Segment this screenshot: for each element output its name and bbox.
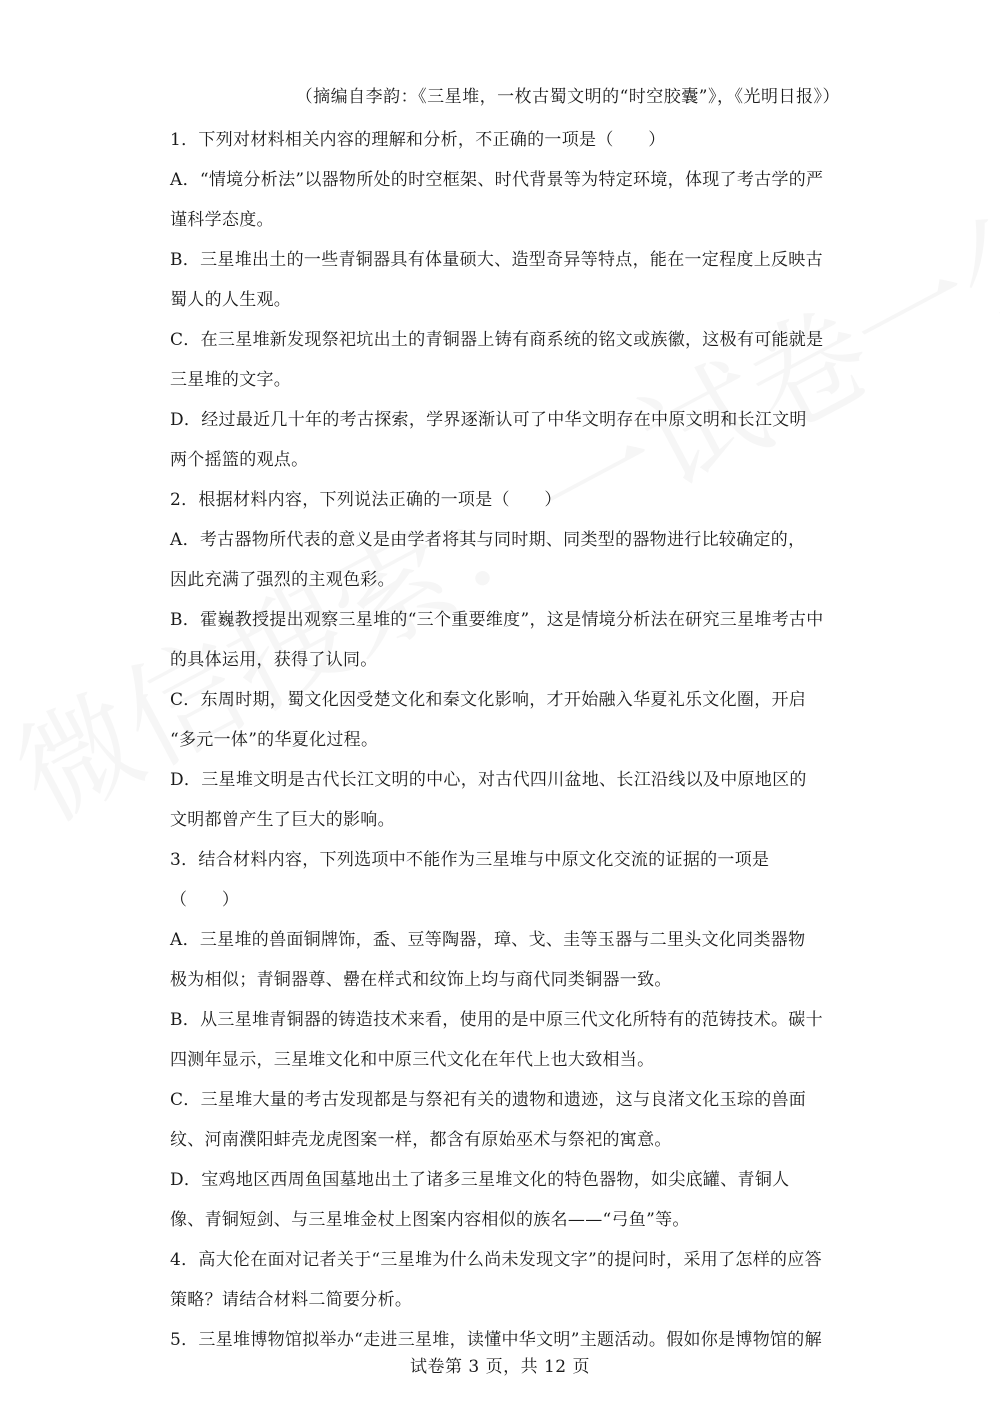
text-line: C．在三星堆新发现祭祀坑出土的青铜器上铸有商系统的铭文或族徽，这极有可能就是 bbox=[170, 330, 824, 350]
text-line: 三星堆的文字。 bbox=[170, 370, 292, 390]
text-line: 4．高大伦在面对记者关于“三星堆为什么尚未发现文字”的提问时，采用了怎样的应答 bbox=[170, 1250, 822, 1270]
text-line: D．三星堆文明是古代长江文明的中心，对古代四川盆地、长江沿线以及中原地区的 bbox=[170, 770, 807, 790]
text-line: 3．结合材料内容，下列选项中不能作为三星堆与中原文化交流的证据的一项是 bbox=[170, 850, 770, 870]
text-line: 像、青铜短剑、与三星堆金杖上图案内容相似的族名——“弓鱼”等。 bbox=[170, 1210, 690, 1230]
text-line: D．宝鸡地区西周鱼国墓地出土了诸多三星堆文化的特色器物，如尖底罐、青铜人 bbox=[170, 1170, 790, 1190]
text-line: 谨科学态度。 bbox=[170, 210, 274, 230]
text-line: C．东周时期，蜀文化因受楚文化和秦文化影响，才开始融入华夏礼乐文化圈，开启 bbox=[170, 690, 807, 710]
text-line: C．三星堆大量的考古发现都是与祭祀有关的遗物和遗迹，这与良渚文化玉琮的兽面 bbox=[170, 1090, 807, 1110]
text-line: A．考古器物所代表的意义是由学者将其与同时期、同类型的器物进行比较确定的， bbox=[170, 530, 806, 550]
text-line: A．“情境分析法”以器物所处的时空框架、时代背景等为特定环境，体现了考古学的严 bbox=[170, 170, 824, 190]
text-line: 文明都曾产生了巨大的影响。 bbox=[170, 810, 395, 830]
text-line: 2．根据材料内容，下列说法正确的一项是（ ） bbox=[170, 490, 562, 510]
page-content bbox=[170, 82, 840, 1360]
page-footer: 试卷第 3 页，共 12 页 bbox=[409, 1357, 591, 1377]
text-line: 纹、河南濮阳蚌壳龙虎图案一样，都含有原始巫术与祭祀的寓意。 bbox=[170, 1130, 672, 1150]
text-line: （ ） bbox=[170, 890, 240, 910]
text-line: “多元一体”的华夏化过程。 bbox=[170, 730, 379, 750]
text-line: 1．下列对材料相关内容的理解和分析，不正确的一项是（ ） bbox=[170, 130, 666, 150]
text-line: 两个摇篮的观点。 bbox=[170, 450, 309, 470]
text-line: 的具体运用，获得了认同。 bbox=[170, 650, 378, 670]
text-line: 5．三星堆博物馆拟举办“走进三星堆，读懂中华文明”主题活动。假如你是博物馆的解 bbox=[170, 1330, 822, 1350]
text-line: B．霍巍教授提出观察三星堆的“三个重要维度”，这是情境分析法在研究三星堆考古中 bbox=[170, 610, 824, 630]
text-line: B．三星堆出土的一些青铜器具有体量硕大、造型奇异等特点，能在一定程度上反映古 bbox=[170, 250, 823, 270]
text-line: 极为相似；青铜器尊、罍在样式和纹饰上均与商代同类铜器一致。 bbox=[170, 970, 672, 990]
source-citation: （摘编自李韵：《三星堆，一枚古蜀文明的“时空胶囊”》，《光明日报》） bbox=[295, 87, 840, 107]
text-line: A．三星堆的兽面铜牌饰，盉、豆等陶器，璋、戈、圭等玉器与二里头文化同类器物 bbox=[170, 930, 806, 950]
text-line: 策略？请结合材料二简要分析。 bbox=[170, 1290, 413, 1310]
question-block bbox=[170, 120, 840, 1360]
text-line: 蜀人的人生观。 bbox=[170, 290, 292, 310]
text-line: 四测年显示，三星堆文化和中原三代文化在年代上也大致相当。 bbox=[170, 1050, 655, 1070]
text-line: 因此充满了强烈的主观色彩。 bbox=[170, 570, 395, 590]
text-line: D．经过最近几十年的考古探索，学界逐渐认可了中华文明存在中原文明和长江文明 bbox=[170, 410, 807, 430]
text-line: B．从三星堆青铜器的铸造技术来看，使用的是中原三代文化所特有的范铸技术。碳十 bbox=[170, 1010, 823, 1030]
